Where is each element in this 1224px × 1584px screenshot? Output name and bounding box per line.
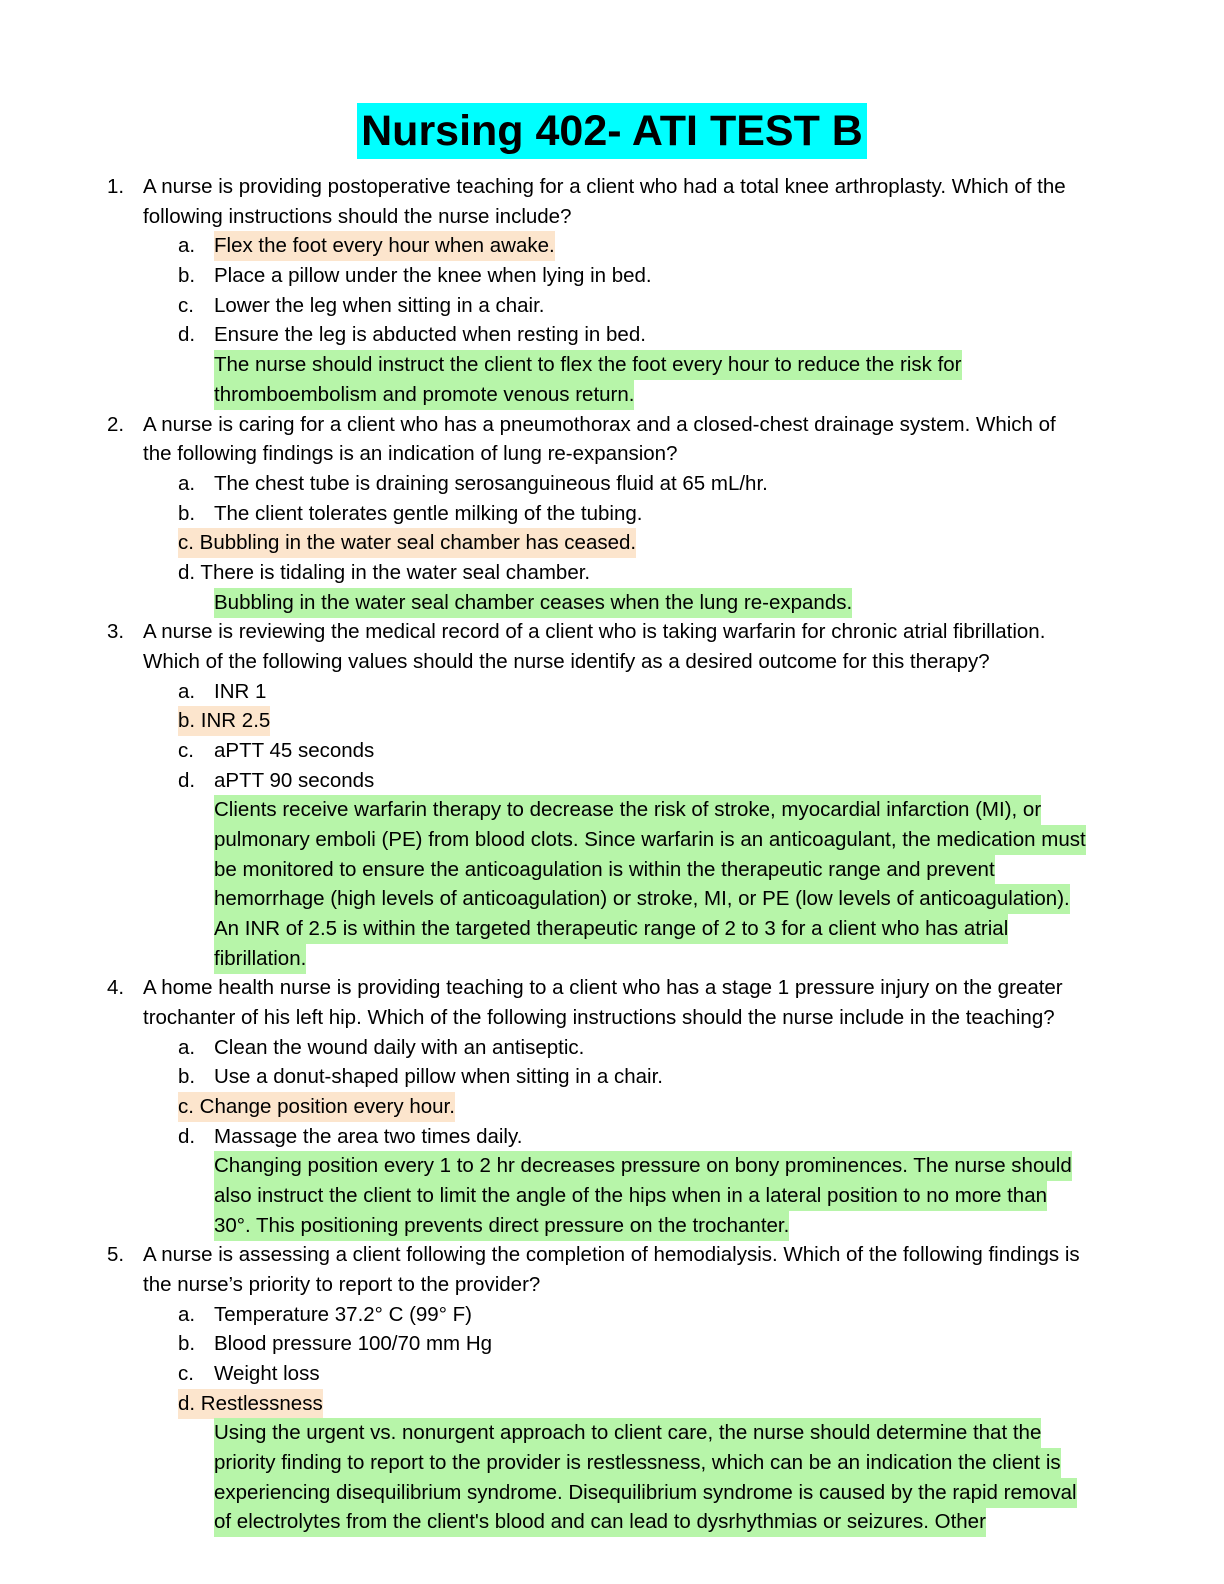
answer-option: Use a donut-shaped pillow when sitting in a chair. [214, 1065, 663, 1088]
question-stem: A nurse is caring for a client who has a pneumothorax and a closed-chest drainage system. Which of [143, 413, 1056, 436]
title-wrap [0, 103, 1224, 159]
rationale: The nurse should instruct the client to flex the foot every hour to reduce the risk for [214, 350, 962, 380]
document-title: Nursing 402- ATI TEST B [357, 103, 867, 159]
rationale: 30°. This positioning prevents direct pressure on the trochanter. [214, 1211, 789, 1241]
question-number: 4. [107, 976, 125, 999]
question-stem: A nurse is assessing a client following the completion of hemodialysis. Which of the following findings is [143, 1243, 1080, 1266]
rationale: experiencing disequilibrium syndrome. Disequilibrium syndrome is caused by the rapid removal [214, 1478, 1077, 1508]
correct-answer: b. INR 2.5 [178, 706, 270, 736]
rationale: fibrillation. [214, 944, 306, 974]
option-letter: d. [178, 1125, 196, 1148]
answer-option: Temperature 37.2° C (99° F) [214, 1303, 472, 1326]
option-letter: d. [178, 769, 196, 792]
answer-option: The chest tube is draining serosanguineous fluid at 65 mL/hr. [214, 472, 768, 495]
question-number: 1. [107, 175, 125, 198]
answer-option: Lower the leg when sitting in a chair. [214, 294, 545, 317]
rationale: hemorrhage (high levels of anticoagulation) or stroke, MI, or PE (low levels of anticoagulation). [214, 884, 1070, 914]
correct-answer: d. Restlessness [178, 1389, 323, 1419]
rationale: thromboembolism and promote venous return. [214, 380, 634, 410]
answer-option: Weight loss [214, 1362, 320, 1385]
rationale: Using the urgent vs. nonurgent approach to client care, the nurse should determine that the [214, 1418, 1041, 1448]
answer-option: aPTT 45 seconds [214, 739, 375, 762]
question-stem: the following findings is an indication of lung re-expansion? [143, 442, 678, 465]
rationale: priority finding to report to the provider is restlessness, which can be an indication the client is [214, 1448, 1061, 1478]
question-number: 3. [107, 620, 125, 643]
rationale: An INR of 2.5 is within the targeted therapeutic range of 2 to 3 for a client who has atrial [214, 914, 1008, 944]
rationale: Bubbling in the water seal chamber ceases when the lung re-expands. [214, 588, 852, 618]
answer-option: Place a pillow under the knee when lying in bed. [214, 264, 652, 287]
rationale: Changing position every 1 to 2 hr decreases pressure on bony prominences. The nurse should [214, 1151, 1072, 1181]
option-letter: a. [178, 680, 196, 703]
answer-option: d. There is tidaling in the water seal chamber. [178, 561, 591, 584]
option-letter: c. [178, 1362, 194, 1385]
rationale: also instruct the client to limit the angle of the hips when in a lateral position to no more than [214, 1181, 1047, 1211]
question-number: 5. [107, 1243, 125, 1266]
rationale: of electrolytes from the client's blood and can lead to dysrhythmias or seizures. Other [214, 1507, 986, 1537]
option-letter: a. [178, 234, 196, 257]
answer-option: Ensure the leg is abducted when resting in bed. [214, 323, 646, 346]
option-letter: b. [178, 1332, 196, 1355]
rationale: pulmonary emboli (PE) from blood clots. Since warfarin is an anticoagulant, the medication must [214, 825, 1086, 855]
question-stem: A nurse is reviewing the medical record of a client who is taking warfarin for chronic atrial fibrillation. [143, 620, 1046, 643]
option-letter: c. [178, 739, 194, 762]
question-stem: A nurse is providing postoperative teaching for a client who had a total knee arthroplasty. Which of the [143, 175, 1066, 198]
answer-option: Massage the area two times daily. [214, 1125, 523, 1148]
answer-option: Clean the wound daily with an antiseptic. [214, 1036, 585, 1059]
correct-answer: c. Change position every hour. [178, 1092, 455, 1122]
question-stem: A home health nurse is providing teaching to a client who has a stage 1 pressure injury on the greater [143, 976, 1063, 999]
option-letter: a. [178, 1036, 196, 1059]
question-stem: the nurse’s priority to report to the provider? [143, 1273, 541, 1296]
rationale: Clients receive warfarin therapy to decrease the risk of stroke, myocardial infarction (MI), or [214, 795, 1041, 825]
answer-option: aPTT 90 seconds [214, 769, 375, 792]
question-stem: Which of the following values should the nurse identify as a desired outcome for this therapy? [143, 650, 990, 673]
option-letter: b. [178, 502, 196, 525]
question-stem: following instructions should the nurse include? [143, 205, 572, 228]
option-letter: d. [178, 323, 196, 346]
rationale: be monitored to ensure the anticoagulation is within the therapeutic range and prevent [214, 855, 995, 885]
option-letter: b. [178, 264, 196, 287]
correct-answer: c. Bubbling in the water seal chamber has ceased. [178, 528, 636, 558]
question-stem: trochanter of his left hip. Which of the following instructions should the nurse include in the teaching? [143, 1006, 1055, 1029]
answer-option: INR 1 [214, 680, 267, 703]
answer-option: The client tolerates gentle milking of the tubing. [214, 502, 643, 525]
option-letter: c. [178, 294, 194, 317]
correct-answer: Flex the foot every hour when awake. [214, 231, 555, 261]
option-letter: a. [178, 1303, 196, 1326]
option-letter: b. [178, 1065, 196, 1088]
answer-option: Blood pressure 100/70 mm Hg [214, 1332, 493, 1355]
question-number: 2. [107, 413, 125, 436]
option-letter: a. [178, 472, 196, 495]
